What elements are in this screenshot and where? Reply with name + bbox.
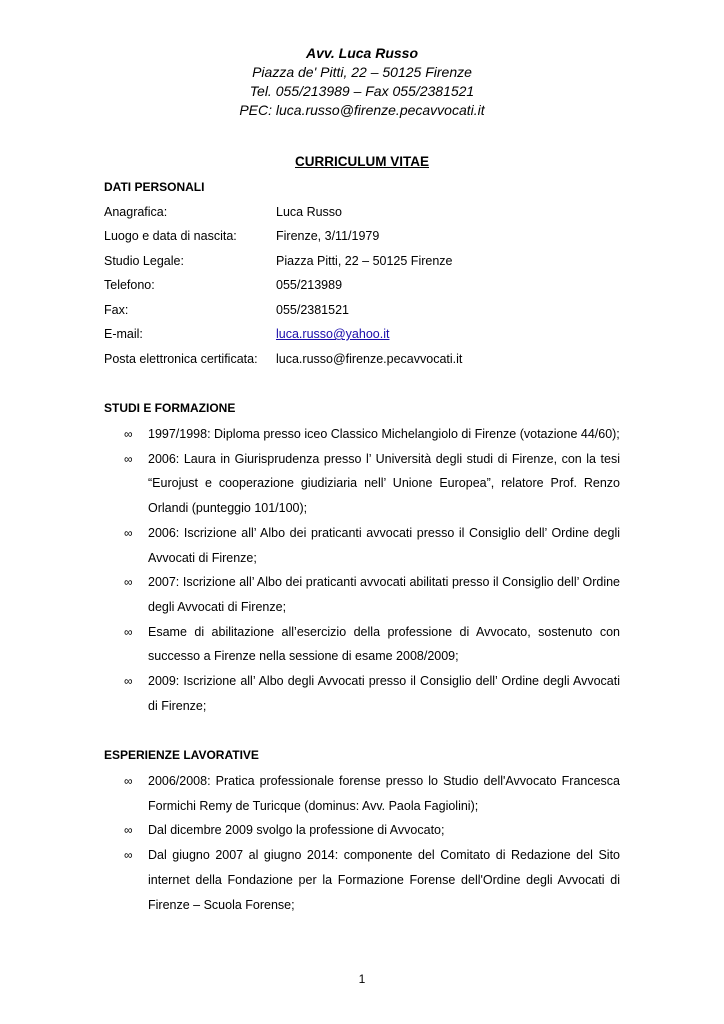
- personal-value: Piazza Pitti, 22 – 50125 Firenze: [276, 254, 453, 268]
- section-title-work: ESPERIENZE LAVORATIVE: [104, 748, 259, 762]
- personal-label: Fax:: [104, 303, 129, 317]
- cv-title: CURRICULUM VITAE: [295, 154, 429, 169]
- personal-label: Posta elettronica certificata:: [104, 352, 258, 366]
- personal-row: [104, 352, 624, 370]
- pec-address: PEC: luca.russo@firenze.pecavvocati.it: [239, 102, 485, 118]
- personal-row: [104, 303, 624, 321]
- infinity-bullet-icon: ∞: [124, 774, 133, 788]
- list-item-text: 1997/1998: Diploma presso iceo Classico Michelangiolo di Firenze (votazione 44/60);: [148, 427, 620, 441]
- personal-label: Studio Legale:: [104, 254, 184, 268]
- list-item: [104, 769, 620, 818]
- education-list: [104, 422, 620, 718]
- personal-value: 055/2381521: [276, 303, 349, 317]
- list-item-text: 2006: Iscrizione all’ Albo dei praticanti avvocati presso il Consiglio dell’ Ordine degli Avvocati di Firenze;: [148, 525, 620, 565]
- personal-row: [104, 229, 624, 247]
- personal-value: Luca Russo: [276, 205, 343, 219]
- infinity-bullet-icon: ∞: [124, 451, 133, 466]
- phone-fax: Tel. 055/213989 – Fax 055/2381521: [249, 83, 475, 99]
- list-item: [104, 669, 620, 718]
- infinity-bullet-icon: ∞: [124, 674, 133, 689]
- infinity-bullet-icon: ∞: [124, 848, 133, 863]
- personal-label: Luogo e data di nascita:: [104, 229, 237, 243]
- personal-label: Anagrafica:: [104, 205, 168, 219]
- personal-label: E-mail:: [104, 327, 143, 341]
- work-list: [104, 769, 620, 917]
- lawyer-name: Avv. Luca Russo: [305, 45, 419, 61]
- letterhead: [0, 44, 724, 120]
- personal-value: Firenze, 3/11/1979: [276, 229, 380, 243]
- list-item: [104, 818, 620, 843]
- section-title-personal: DATI PERSONALI: [104, 180, 205, 194]
- personal-value: 055/213989: [276, 278, 343, 292]
- personal-row: [104, 254, 624, 272]
- personal-row: [104, 205, 624, 223]
- email-link[interactable]: luca.russo@yahoo.it: [276, 327, 390, 341]
- list-item: [104, 447, 620, 521]
- list-item: [104, 843, 620, 917]
- list-item-text: 2009: Iscrizione all’ Albo degli Avvocati presso il Consiglio dell’ Ordine degli Avvocati di Firenze;: [148, 674, 620, 713]
- list-item: [104, 422, 620, 447]
- page-number: 1: [358, 972, 366, 986]
- list-item: [104, 620, 620, 669]
- list-item-text: Dal dicembre 2009 svolgo la professione di Avvocato;: [148, 823, 445, 838]
- personal-value: luca.russo@firenze.pecavvocati.it: [276, 352, 463, 366]
- list-item-text: 2006/2008: Pratica professionale forense presso lo Studio dell'Avvocato Francesca Formichi Remy de Turicque (dominus: Avv. Paola Fagiolini);: [148, 774, 620, 813]
- personal-row: [104, 327, 624, 345]
- infinity-bullet-icon: ∞: [124, 823, 133, 838]
- infinity-bullet-icon: ∞: [124, 624, 133, 639]
- list-item: [104, 570, 620, 619]
- infinity-bullet-icon: ∞: [124, 575, 133, 590]
- list-item-text: 2006: Laura in Giurisprudenza presso l’ Università degli studi di Firenze, con la tesi “Eurojust e cooperazione giudiziaria nell’ Unione Europea”, relatore Prof. Renzo Orlandi (punteggio 101/100);: [148, 451, 620, 516]
- list-item-text: 2007: Iscrizione all’ Albo dei praticanti avvocati abilitati presso il Consiglio dell’ Ordine degli Avvocati di Firenze;: [148, 575, 620, 614]
- infinity-bullet-icon: ∞: [124, 525, 133, 540]
- personal-row: [104, 278, 624, 296]
- personal-label: Telefono:: [104, 278, 155, 292]
- list-item-text: Esame di abilitazione all’esercizio della professione di Avvocato, sostenuto con successo a Firenze nella sessione di esame 2008/2009;: [148, 624, 620, 664]
- section-title-education: STUDI E FORMAZIONE: [104, 401, 236, 415]
- office-address: Piazza de' Pitti, 22 – 50125 Firenze: [252, 64, 472, 80]
- infinity-bullet-icon: ∞: [124, 427, 133, 441]
- list-item: [104, 521, 620, 570]
- list-item-text: Dal giugno 2007 al giugno 2014: componente del Comitato di Redazione del Sito internet della Fondazione per la Formazione Forense dell'Ordine degli Avvocati di Firenze – Scuola Forense;: [148, 848, 620, 912]
